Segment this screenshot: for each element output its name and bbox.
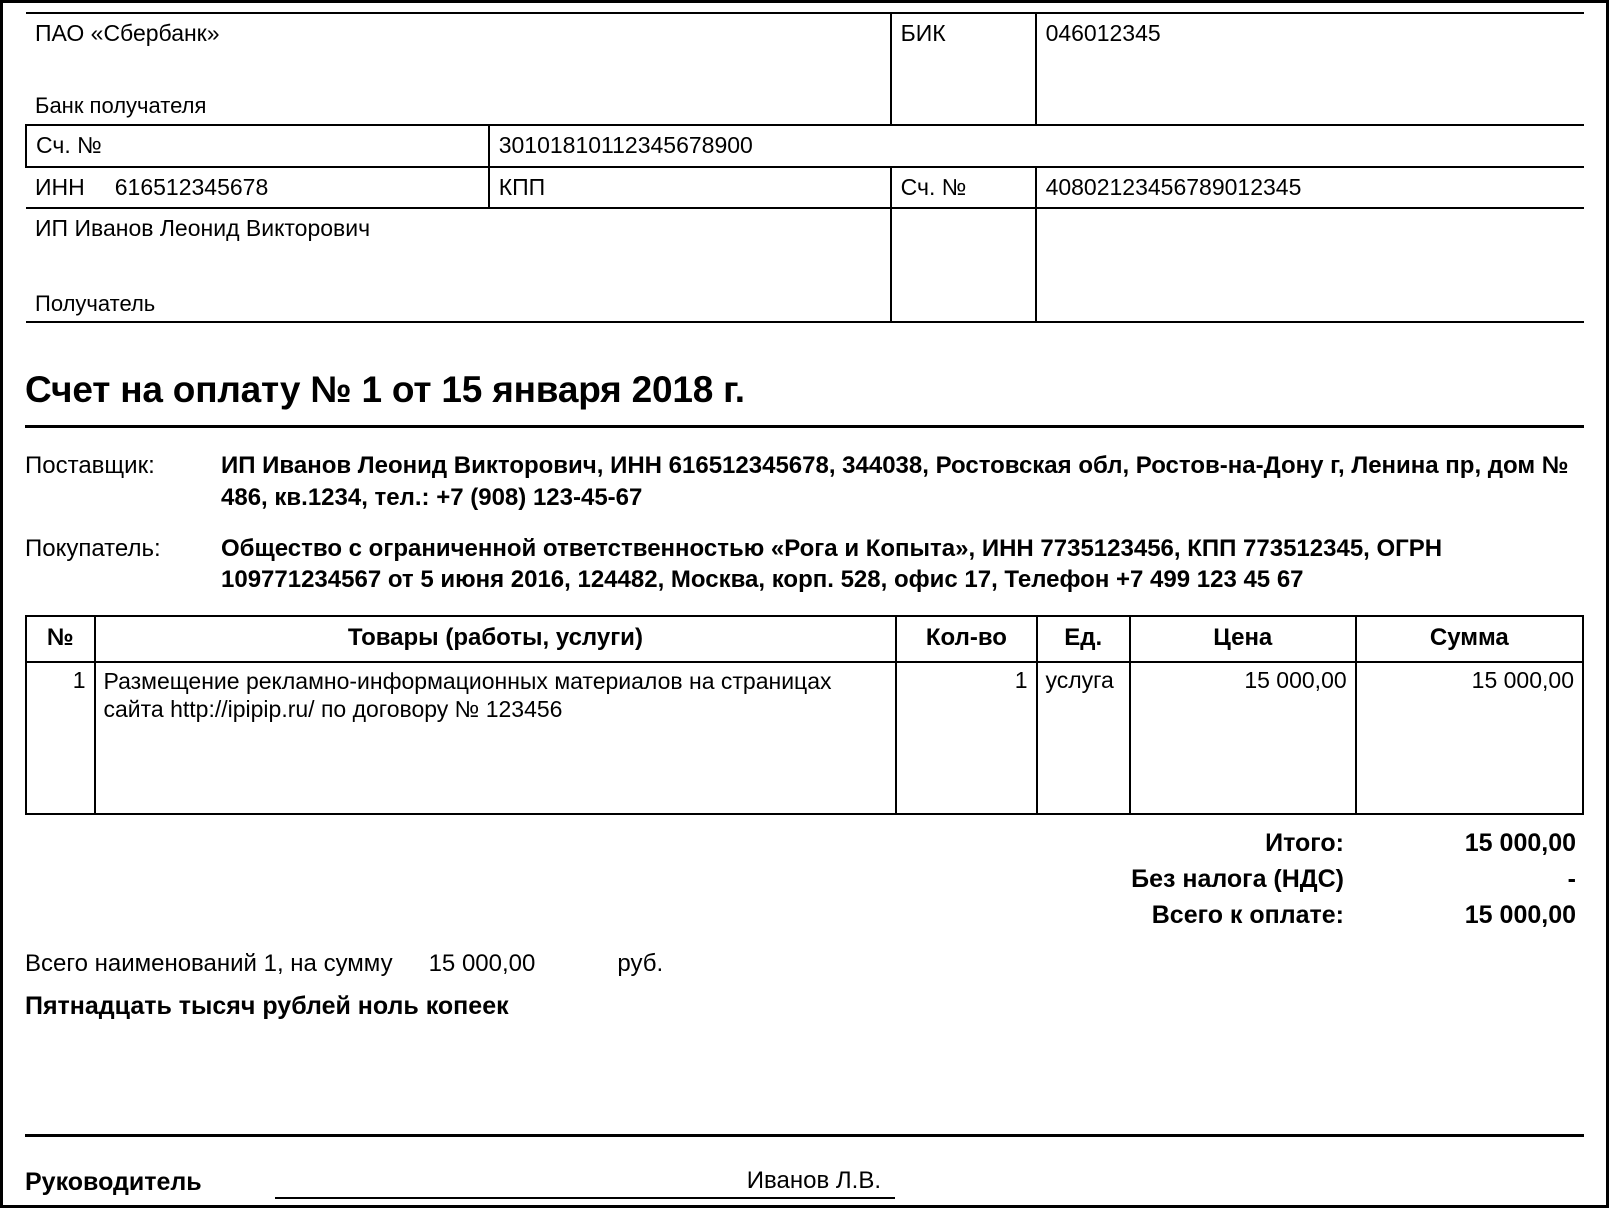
- column-header-num: №: [26, 616, 95, 662]
- column-header-unit: Ед.: [1037, 616, 1130, 662]
- account-value-2: 40802123456789012345: [1036, 167, 1584, 209]
- cell-unit: услуга: [1037, 662, 1130, 814]
- buyer-value: Общество с ограниченной ответственностью «Рога и Копыта», ИНН 7735123456, КПП 773512345, ОГРН 109771234567 от 5 июня 2016, 124482, Москва, корп. 528, офис 17, Телефон +7 499 123 45 67: [221, 534, 1443, 594]
- column-header-sum: Сумма: [1356, 616, 1583, 662]
- total-row-grand: [25, 897, 1584, 933]
- account-label-2: Сч. №: [891, 167, 1036, 209]
- kpp-label: КПП: [498, 173, 546, 200]
- total-value-itogo: 15 000,00: [1464, 828, 1576, 857]
- total-row-itogo: [25, 825, 1584, 861]
- page-title: Счет на оплату № 1 от 15 января 2018 г.: [25, 369, 745, 411]
- signature-role: Руководитель: [25, 1168, 202, 1196]
- buyer-label: Покупатель:: [25, 534, 161, 562]
- signature-name: Иванов Л.В.: [746, 1167, 881, 1194]
- table-row: [26, 167, 1584, 209]
- total-label-nds: Без налога (НДС): [1131, 865, 1344, 894]
- cell-price: 15 000,00: [1130, 662, 1356, 814]
- items-table: [25, 615, 1584, 815]
- account-value-1: 30101810112345678900: [489, 125, 891, 167]
- inn-label: ИНН: [35, 173, 85, 200]
- amount-in-words: Пятнадцать тысяч рублей ноль копеек: [25, 991, 509, 1020]
- summary-block: [25, 950, 1584, 1021]
- cell-name: Размещение рекламно-информационных материалов на страницах сайта http://ipipip.ru/ по договору № 123456: [95, 662, 897, 814]
- table-row: [26, 13, 1584, 125]
- signature-row: [25, 1163, 1584, 1199]
- bank-name-value: ПАО «Сбербанк»: [35, 20, 220, 46]
- summary-amount: 15 000,00: [428, 949, 536, 977]
- total-label-grand: Всего к оплате:: [1151, 901, 1344, 930]
- bic-value: 046012345: [1036, 13, 1584, 125]
- document-body: [3, 12, 1606, 1021]
- account-label-1: Сч. №: [26, 125, 489, 167]
- summary-line: [25, 950, 1584, 978]
- bic-label: БИК: [891, 13, 1036, 125]
- total-row-nds: [25, 861, 1584, 897]
- table-row: [26, 125, 1584, 167]
- total-value-grand: 15 000,00: [1464, 901, 1576, 930]
- inn-cell: [26, 167, 489, 209]
- column-header-price: Цена: [1130, 616, 1356, 662]
- total-value-nds: -: [1567, 865, 1576, 894]
- receiver-name: ИП Иванов Леонид Викторович: [35, 215, 371, 242]
- kpp-cell: [489, 167, 891, 209]
- supplier-row: [25, 450, 1584, 513]
- receiver-spacer-left: [891, 208, 1036, 322]
- inn-value: 616512345678: [114, 173, 269, 200]
- bank-name-caption: Банк получателя: [35, 92, 207, 118]
- bank-name-cell: [26, 13, 891, 125]
- summary-names-count: Всего наименований 1, на сумму: [25, 949, 393, 977]
- cell-num: 1: [26, 662, 95, 814]
- signature-divider: [25, 1134, 1584, 1137]
- signature-block: [25, 1134, 1584, 1199]
- cell-qty: 1: [896, 662, 1036, 814]
- column-header-name: Товары (работы, услуги): [95, 616, 897, 662]
- parties-block: [25, 450, 1584, 596]
- bank-details-table: [25, 12, 1584, 323]
- total-label-itogo: Итого:: [1265, 828, 1344, 857]
- buyer-row: [25, 533, 1584, 596]
- totals-block: [25, 825, 1584, 934]
- receiver-caption: Получатель: [35, 290, 156, 316]
- summary-currency: руб.: [617, 949, 664, 977]
- items-header-row: [26, 616, 1583, 662]
- receiver-spacer-right: [1036, 208, 1584, 322]
- receiver-cell: [26, 208, 891, 322]
- title-divider: [25, 425, 1584, 428]
- supplier-value: ИП Иванов Леонид Викторович, ИНН 616512345678, 344038, Ростовская обл, Ростов-на-Дону г, Ленина пр, дом № 486, кв.1234, тел.: +7 (908) 123-45-67: [221, 452, 1569, 511]
- title-block: [25, 369, 1584, 428]
- table-row: [26, 208, 1584, 322]
- column-header-qty: Кол-во: [896, 616, 1036, 662]
- signature-line: [275, 1163, 895, 1199]
- table-row: [26, 662, 1583, 814]
- supplier-label: Поставщик:: [25, 452, 155, 480]
- cell-sum: 15 000,00: [1356, 662, 1583, 814]
